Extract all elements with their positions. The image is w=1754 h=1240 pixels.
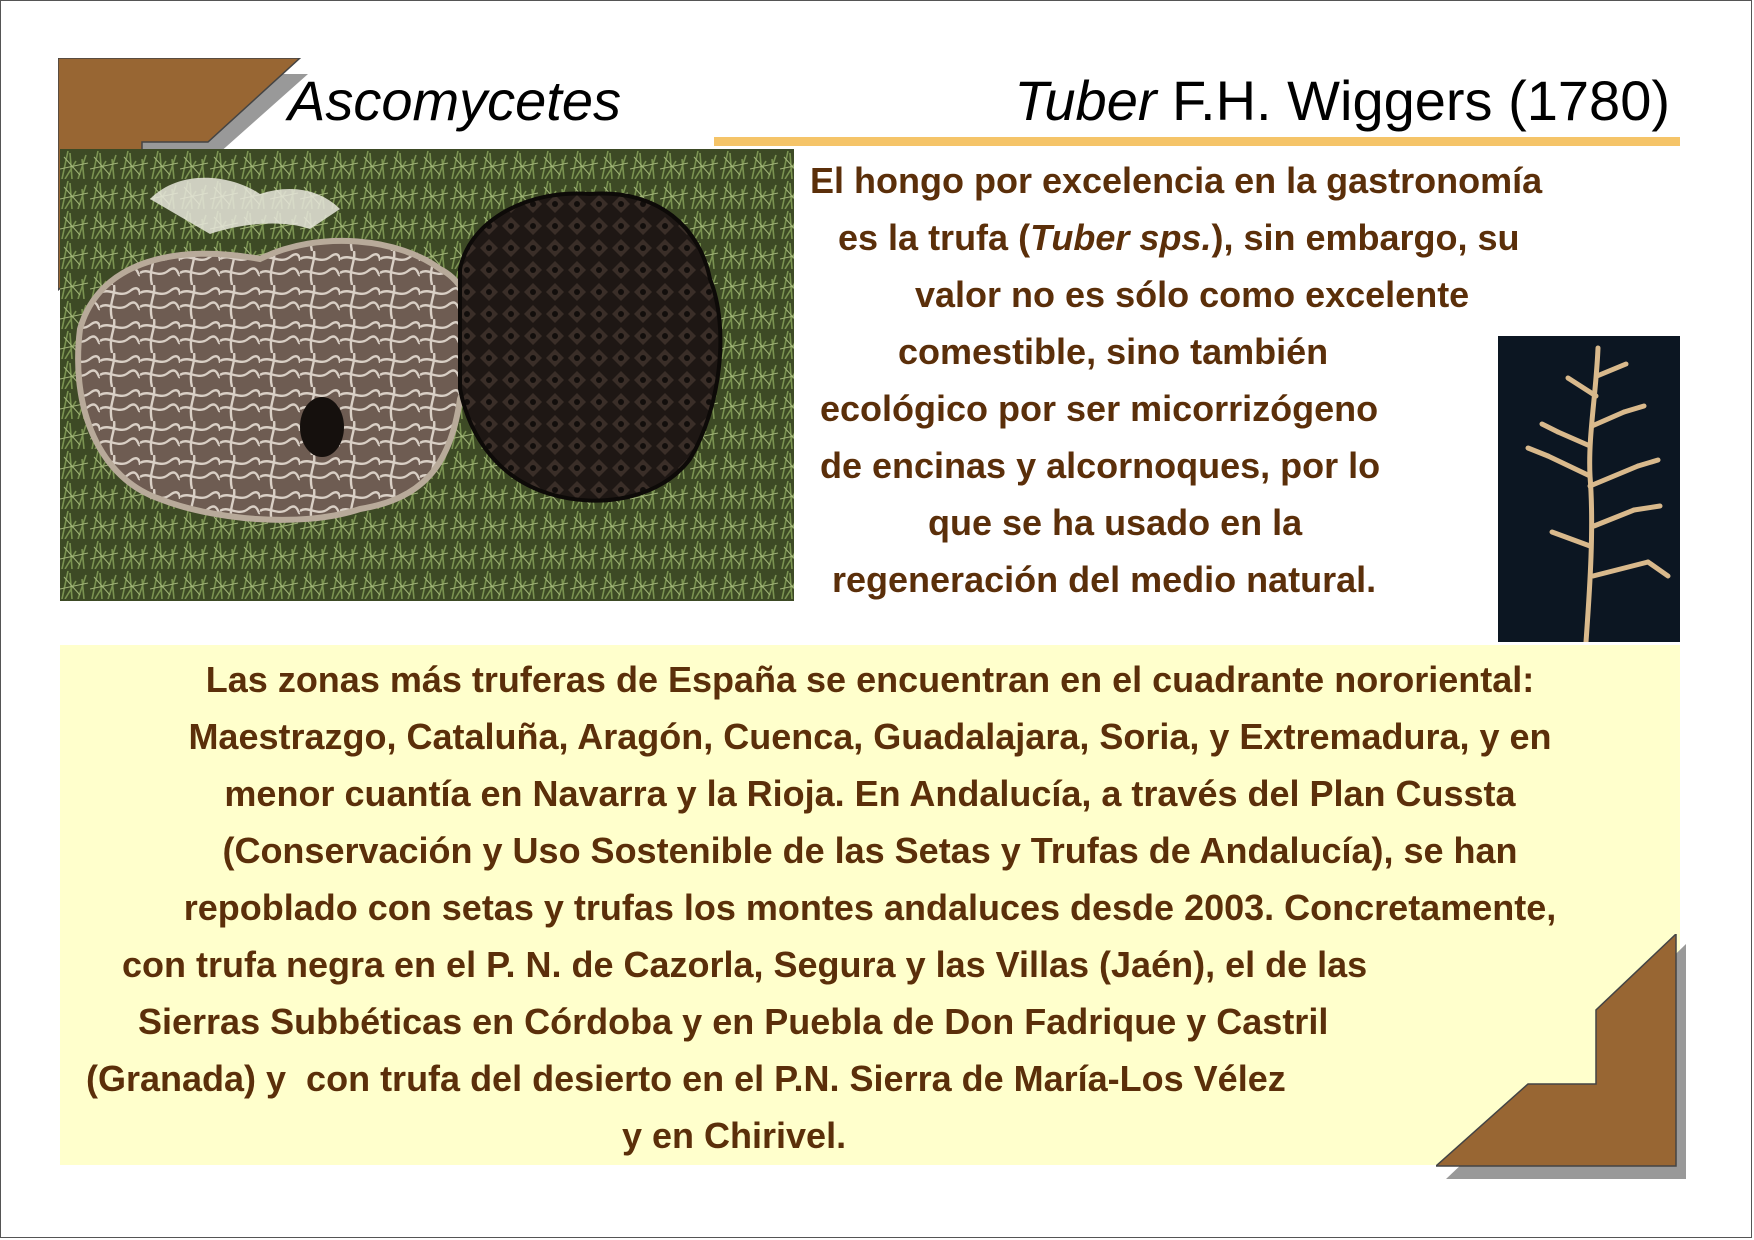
genus-name: Tuber bbox=[1014, 69, 1157, 132]
zones-line: (Granada) y con trufa del desierto en el P.N. Sierra de María-Los Vélez bbox=[86, 1058, 1286, 1099]
intro-line: que se ha usado en la bbox=[928, 502, 1303, 543]
intro-line-genus: Tuber sps. bbox=[1030, 217, 1212, 258]
intro-line: El hongo por excelencia en la gastronomía bbox=[810, 160, 1543, 201]
zones-line: (Conservación y Uso Sostenible de las Setas y Trufas de Andalucía), se han bbox=[222, 830, 1518, 871]
intro-line-part: es la trufa ( bbox=[838, 217, 1031, 258]
page-title-class: Ascomycetes bbox=[288, 69, 621, 132]
intro-line: valor no es sólo como excelente bbox=[915, 274, 1470, 315]
intro-line-part: ), sin embargo, su bbox=[1211, 217, 1520, 258]
zones-line: repoblado con setas y trufas los montes andaluces desde 2003. Concretamente, bbox=[183, 887, 1557, 928]
title-underline bbox=[714, 137, 1680, 146]
page-title-genus bbox=[1014, 66, 1670, 136]
intro-line: de encinas y alcornoques, por lo bbox=[820, 445, 1381, 486]
zones-line: menor cuantía en Navarra y la Rioja. En Andalucía, a través del Plan Cussta bbox=[224, 773, 1516, 814]
zones-paragraph bbox=[60, 651, 1680, 1164]
intro-line: comestible, sino también bbox=[898, 331, 1329, 372]
zones-line: Las zonas más truferas de España se encuentran en el cuadrante nororiental: bbox=[205, 659, 1535, 700]
zones-line: Sierras Subbéticas en Córdoba y en Puebla de Don Fadrique y Castril bbox=[138, 1001, 1329, 1042]
zones-line: con trufa negra en el P. N. de Cazorla, Segura y las Villas (Jaén), el de las bbox=[122, 944, 1368, 985]
zones-line: y en Chirivel. bbox=[622, 1115, 847, 1156]
intro-line bbox=[838, 209, 1520, 266]
intro-paragraph bbox=[790, 152, 1670, 608]
intro-line: regeneración del medio natural. bbox=[832, 559, 1377, 600]
zones-line: Maestrazgo, Cataluña, Aragón, Cuenca, Guadalajara, Soria, y Extremadura, y en bbox=[188, 716, 1552, 757]
genus-author: F.H. Wiggers (1780) bbox=[1156, 69, 1670, 132]
intro-line: ecológico por ser micorrizógeno bbox=[820, 388, 1379, 429]
truffle-photo bbox=[60, 149, 794, 601]
